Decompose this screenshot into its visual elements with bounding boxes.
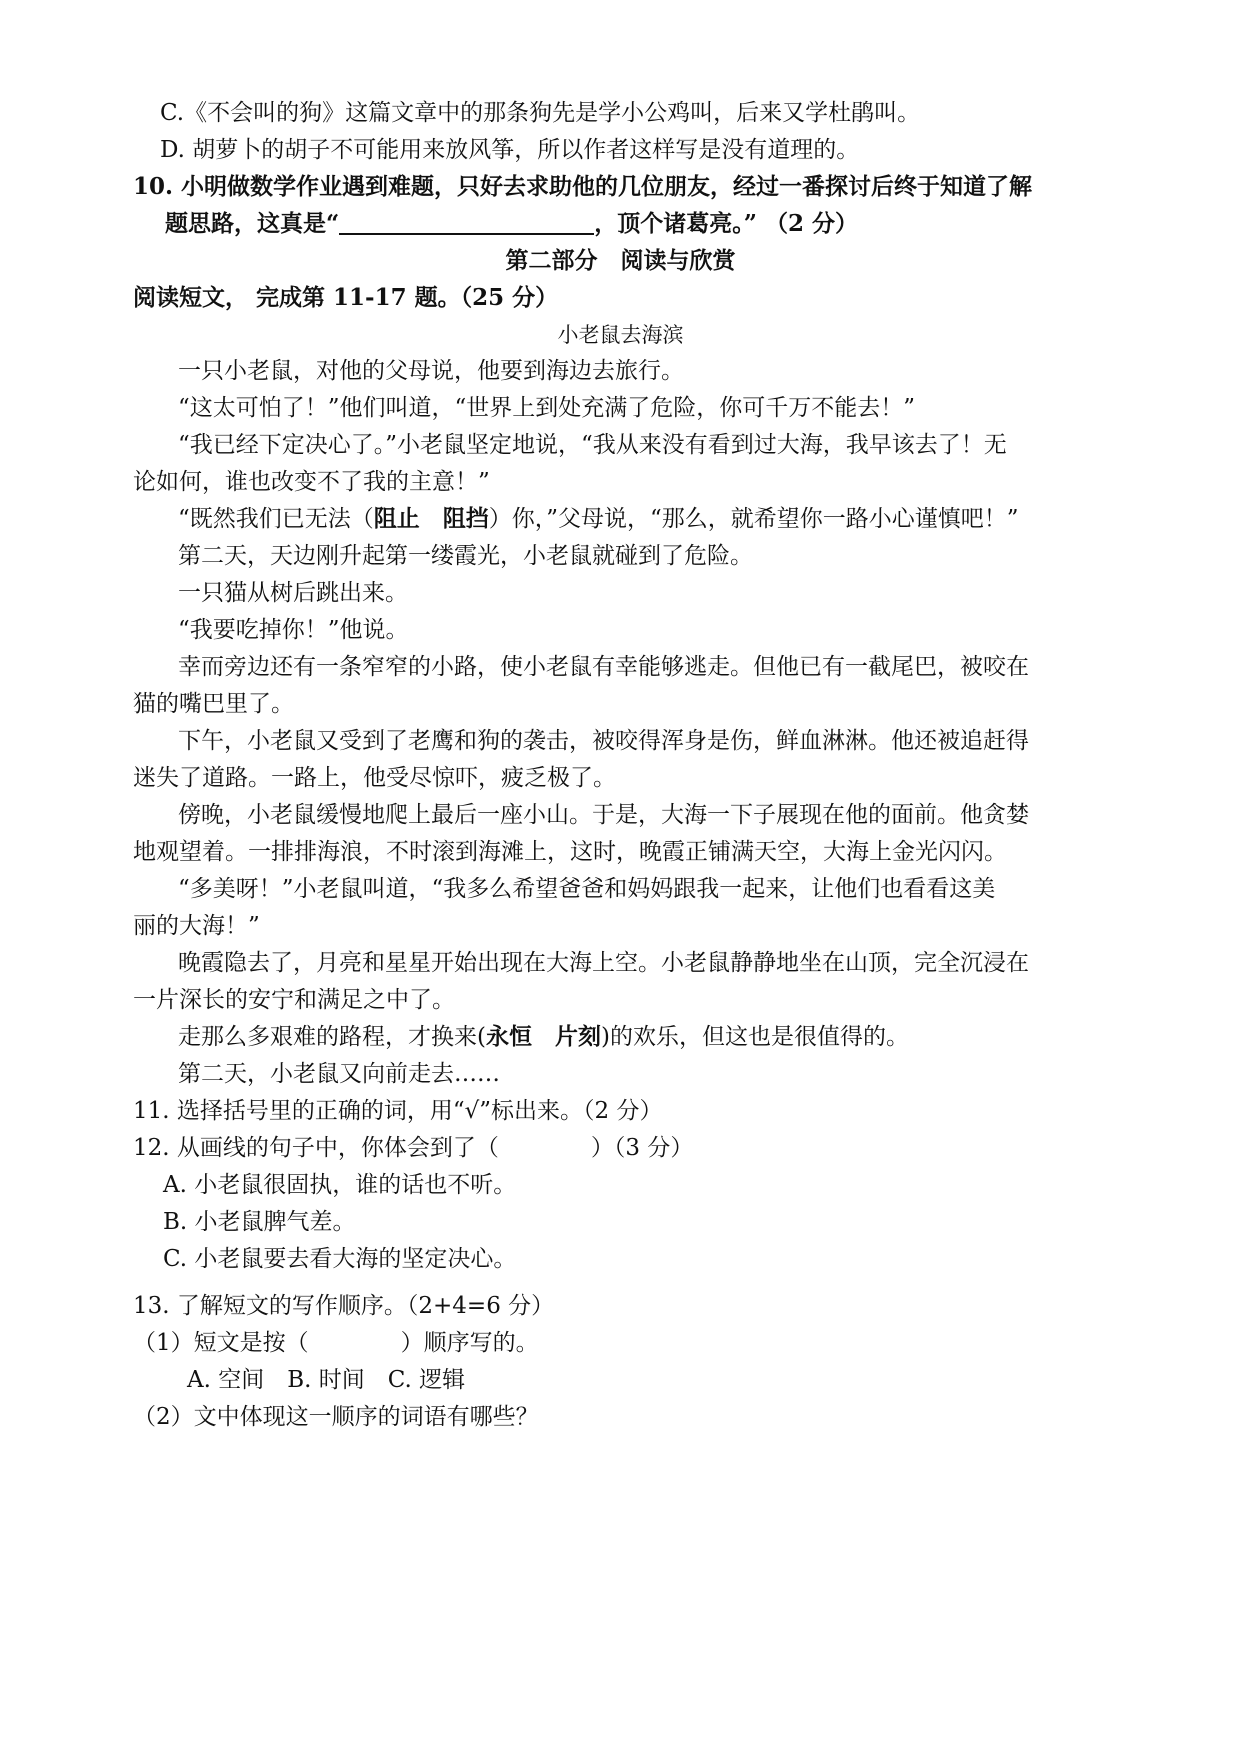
story-paragraph: 一只小老鼠，对他的父母说，他要到海边去旅行。 bbox=[178, 358, 684, 384]
story-paragraph: 傍晚，小老鼠缓慢地爬上最后一座小山。于是，大海一下子展现在他的面前。他贪婪 bbox=[178, 802, 1029, 828]
question-10-prefix: 题思路，这真是“ bbox=[165, 210, 340, 237]
section-instruction: 阅读短文， 完成第 11-17 题。（25 分） bbox=[133, 284, 559, 311]
story-text: 走那么多艰难的路程，才换来( bbox=[178, 1024, 486, 1050]
story-title: 小老鼠去海滨 bbox=[557, 323, 684, 347]
option-d: D. 胡萝卜的胡子不可能用来放风筝，所以作者这样写是没有道理的。 bbox=[160, 137, 860, 163]
story-paragraph: 一只猫从树后跳出来。 bbox=[178, 580, 408, 606]
question-10-suffix: ，顶个诸葛亮。” （2 分） bbox=[594, 210, 858, 237]
story-paragraph: 第二天，小老鼠又向前走去…… bbox=[178, 1061, 500, 1087]
option-c: C. 小老鼠要去看大海的坚定决心。 bbox=[163, 1246, 517, 1272]
question-10-line2 bbox=[165, 207, 858, 241]
story-text: )的欢乐，但这也是很值得的。 bbox=[600, 1024, 909, 1050]
option-b: B. 小老鼠脾气差。 bbox=[163, 1209, 356, 1235]
story-text: “既然我们已无法（ bbox=[178, 506, 374, 532]
story-paragraph: 幸而旁边还有一条窄窄的小路，使小老鼠有幸能够逃走。但他已有一截尾巴，被咬在 bbox=[178, 654, 1029, 680]
question-13-part-2: （2）文中体现这一顺序的词语有哪些？ bbox=[133, 1404, 539, 1430]
story-paragraph-choice bbox=[178, 502, 1019, 536]
story-paragraph: “我要吃掉你！”他说。 bbox=[178, 617, 409, 643]
story-paragraph: 第二天，天边刚升起第一缕霞光，小老鼠就碰到了危险。 bbox=[178, 543, 753, 569]
option-c: C.《不会叫的狗》这篇文章中的那条狗先是学小公鸡叫，后来又学杜鹃叫。 bbox=[160, 100, 921, 126]
answer-blank[interactable] bbox=[339, 207, 594, 235]
story-paragraph: 地观望着。一排排海浪，不时滚到海滩上，这时，晚霞正铺满天空，大海上金光闪闪。 bbox=[133, 839, 1007, 865]
story-paragraph: “多美呀！”小老鼠叫道，“我多么希望爸爸和妈妈跟我一起来，让他们也看看这美 bbox=[178, 876, 996, 902]
question-13: 13. 了解短文的写作顺序。（2+4=6 分） bbox=[133, 1293, 555, 1319]
story-paragraph: “我已经下定决心了。”小老鼠坚定地说，“我从来没有看到过大海，我早该去了！无 bbox=[178, 432, 1007, 458]
story-paragraph: 晚霞隐去了，月亮和星星开始出现在大海上空。小老鼠静静地坐在山顶，完全沉浸在 bbox=[178, 950, 1029, 976]
question-11: 11. 选择括号里的正确的词，用“√”标出来。（2 分） bbox=[133, 1098, 663, 1124]
question-13-options: A. 空间 B. 时间 C. 逻辑 bbox=[187, 1367, 466, 1393]
story-text: ）你，”父母说，“那么，就希望你一路小心谨慎吧！” bbox=[488, 506, 1019, 532]
story-paragraph: 猫的嘴巴里了。 bbox=[133, 691, 294, 717]
question-13-part-1: （1）短文是按（ ）顺序写的。 bbox=[133, 1330, 539, 1356]
story-paragraph: 下午，小老鼠又受到了老鹰和狗的袭击，被咬得浑身是伤，鲜血淋淋。他还被追赶得 bbox=[178, 728, 1029, 754]
story-paragraph: 论如何，谁也改变不了我的主意！” bbox=[133, 469, 490, 495]
word-choice-1[interactable]: 阻止 阻挡 bbox=[373, 505, 489, 532]
question-10-line1: 10. 小明做数学作业遇到难题，只好去求助他的几位朋友，经过一番探讨后终于知道了解 bbox=[133, 173, 1033, 200]
story-paragraph-choice bbox=[178, 1020, 909, 1054]
story-paragraph: 迷失了道路。一路上，他受尽惊吓，疲乏极了。 bbox=[133, 765, 616, 791]
question-12: 12. 从画线的句子中，你体会到了（ ）（3 分） bbox=[133, 1135, 694, 1161]
section-title: 第二部分 阅读与欣赏 bbox=[505, 247, 736, 274]
word-choice-2[interactable]: 永恒 片刻 bbox=[485, 1023, 601, 1050]
story-paragraph: “这太可怕了！”他们叫道，“世界上到处充满了危险，你可千万不能去！” bbox=[178, 395, 916, 421]
story-paragraph: 一片深长的安宁和满足之中了。 bbox=[133, 987, 455, 1013]
story-paragraph: 丽的大海！” bbox=[133, 913, 260, 939]
option-a: A. 小老鼠很固执，谁的话也不听。 bbox=[163, 1172, 517, 1198]
